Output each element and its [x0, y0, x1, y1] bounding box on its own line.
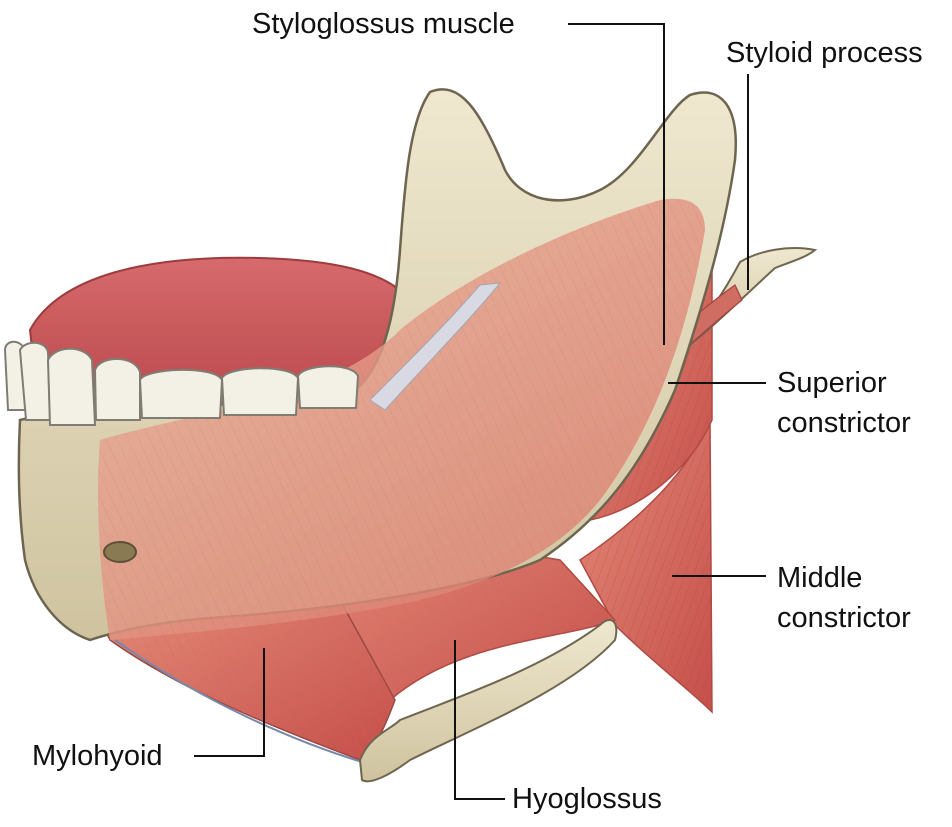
label-superior-constrictor: [777, 363, 911, 443]
label-mylohyoid: Mylohyoid: [32, 740, 163, 772]
label-middle-line1: Middle: [777, 562, 863, 594]
label-middle-line2: constrictor: [777, 602, 911, 634]
label-styloid-process: Styloid process: [726, 37, 923, 69]
label-middle-constrictor: [777, 558, 911, 638]
label-superior-line2: constrictor: [777, 407, 911, 439]
label-styloglossus-muscle: Styloglossus muscle: [252, 8, 515, 40]
mental-foramen: [104, 542, 136, 562]
label-hyoglossus: Hyoglossus: [512, 783, 662, 815]
label-superior-line1: Superior: [777, 367, 887, 399]
